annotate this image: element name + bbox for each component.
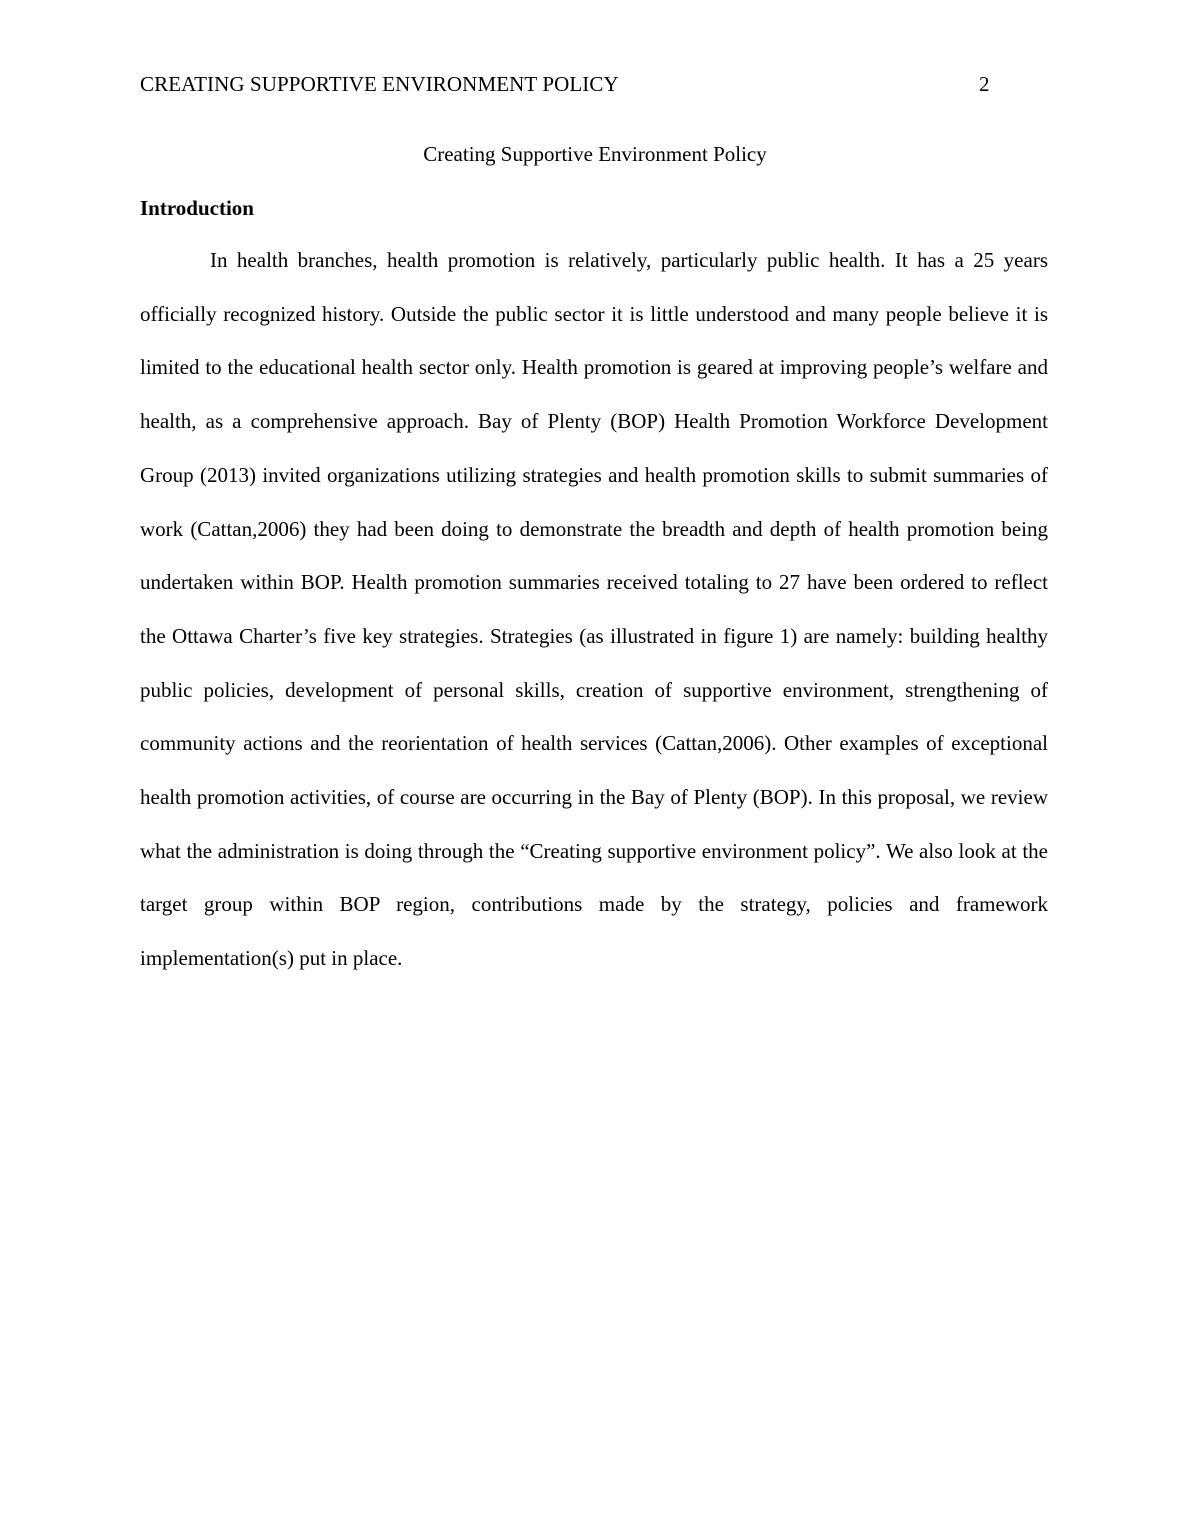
- page-number: 2: [979, 72, 990, 96]
- section-heading-introduction: Introduction: [140, 196, 254, 220]
- document-title: Creating Supportive Environment Policy: [423, 142, 767, 166]
- running-head: CREATING SUPPORTIVE ENVIRONMENT POLICY: [140, 72, 619, 96]
- introduction-paragraph: In health branches, health promotion is relatively, particularly public health. It has a 25 years officially recognized history. Outside the public sector it is little understood and many people believe it is limited to the educational health sector only. Health promotion is geared at improving people’s welfare and health, as a comprehensive approach. Bay of Plenty (BOP) Health Promotion Workforce Development Group (2013) invited organizations utilizing strategies and health promotion skills to submit summaries of work (Cattan,2006) they had been doing to demonstrate the breadth and depth of health promotion being undertaken within BOP. Health promotion summaries received totaling to 27 have been ordered to reflect the Ottawa Charter’s five key strategies. Strategies (as illustrated in figure 1) are namely: building healthy public policies, development of personal skills, creation of supportive environment, strengthening of community actions and the reorientation of health services (Cattan,2006). Other examples of exceptional health promotion activities, of course are occurring in the Bay of Plenty (BOP). In this proposal, we review what the administration is doing through the “Creating supportive environment policy”. We also look at the target group within BOP region, contributions made by the strategy, policies and framework implementation(s) put in place.: [140, 248, 1048, 971]
